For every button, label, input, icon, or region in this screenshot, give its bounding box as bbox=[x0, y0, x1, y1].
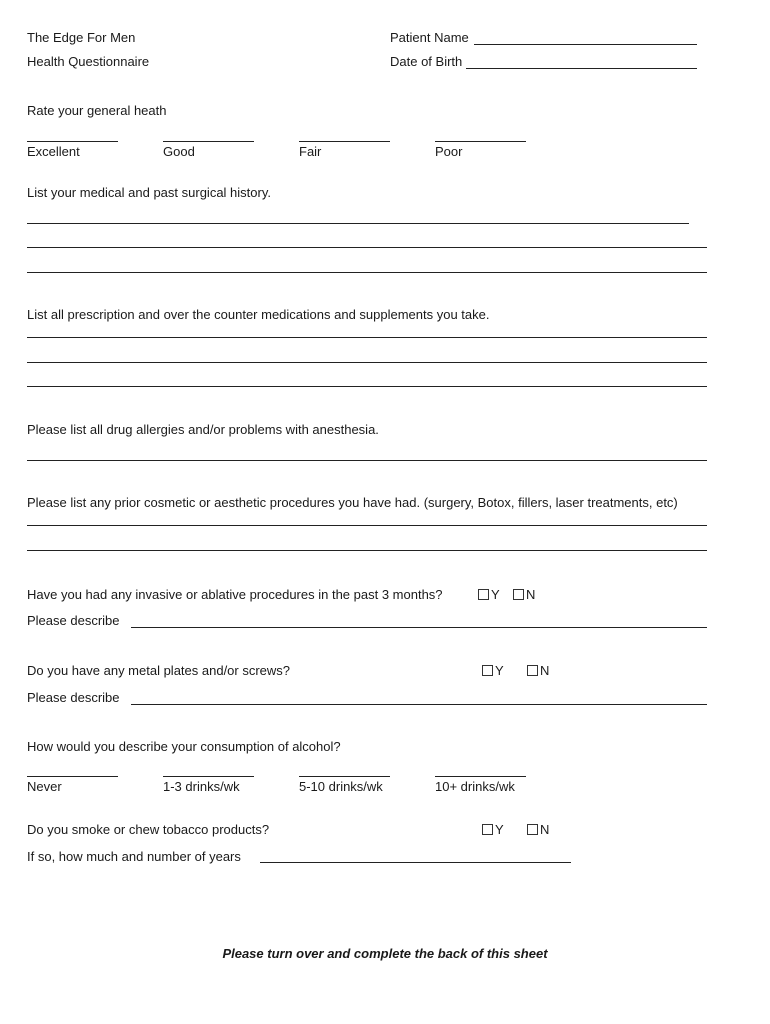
allergies-question: Please list all drug allergies and/or problems with anesthesia. bbox=[27, 422, 379, 437]
medical-history-line-3[interactable] bbox=[27, 272, 707, 273]
alcohol-option-10plus: 10+ drinks/wk bbox=[435, 779, 515, 794]
tobacco-no-checkbox[interactable] bbox=[527, 822, 549, 837]
tobacco-yes-checkbox[interactable] bbox=[482, 822, 504, 837]
medical-history-line-1[interactable] bbox=[27, 223, 689, 224]
medical-history-question: List your medical and past surgical history. bbox=[27, 185, 271, 200]
alcohol-option-5-10: 5-10 drinks/wk bbox=[299, 779, 383, 794]
alcohol-5-10-blank[interactable] bbox=[299, 776, 390, 777]
metal-describe-field[interactable] bbox=[131, 704, 707, 705]
invasive-yes-checkbox[interactable] bbox=[478, 587, 500, 602]
metal-question: Do you have any metal plates and/or screws? bbox=[27, 663, 291, 678]
medications-question: List all prescription and over the counter medications and supplements you take. bbox=[27, 307, 490, 322]
clinic-name: The Edge For Men bbox=[27, 30, 136, 45]
medications-line-1[interactable] bbox=[27, 337, 707, 338]
health-option-excellent: Excellent bbox=[27, 144, 80, 159]
footer-note: Please turn over and complete the back of this sheet bbox=[222, 946, 548, 961]
health-excellent-blank[interactable] bbox=[27, 141, 118, 142]
health-option-poor: Poor bbox=[435, 144, 463, 159]
alcohol-option-never: Never bbox=[27, 779, 62, 794]
general-health-question: Rate your general heath bbox=[27, 103, 167, 118]
metal-no-label: N bbox=[540, 663, 550, 678]
health-option-fair: Fair bbox=[299, 144, 322, 159]
dob-label: Date of Birth bbox=[390, 54, 463, 69]
checkbox-icon bbox=[527, 665, 538, 676]
cosmetic-line-1[interactable] bbox=[27, 525, 707, 526]
metal-yes-checkbox[interactable] bbox=[482, 663, 504, 678]
invasive-yes-label: Y bbox=[491, 587, 500, 602]
tobacco-no-label: N bbox=[540, 822, 550, 837]
health-poor-blank[interactable] bbox=[435, 141, 526, 142]
alcohol-question: How would you describe your consumption of alcohol? bbox=[27, 739, 341, 754]
alcohol-10plus-blank[interactable] bbox=[435, 776, 526, 777]
alcohol-never-blank[interactable] bbox=[27, 776, 118, 777]
medications-line-2[interactable] bbox=[27, 362, 707, 363]
invasive-describe-label: Please describe bbox=[27, 613, 120, 628]
medical-history-line-2[interactable] bbox=[27, 247, 707, 248]
patient-name-field[interactable] bbox=[474, 44, 697, 45]
cosmetic-line-2[interactable] bbox=[27, 550, 707, 551]
health-fair-blank[interactable] bbox=[299, 141, 390, 142]
medications-line-3[interactable] bbox=[27, 386, 707, 387]
health-good-blank[interactable] bbox=[163, 141, 254, 142]
invasive-no-checkbox[interactable] bbox=[513, 587, 535, 602]
metal-no-checkbox[interactable] bbox=[527, 663, 549, 678]
checkbox-icon bbox=[482, 665, 493, 676]
alcohol-option-1-3: 1-3 drinks/wk bbox=[163, 779, 240, 794]
invasive-no-label: N bbox=[526, 587, 536, 602]
patient-name-label: Patient Name bbox=[390, 30, 469, 45]
form-title: Health Questionnaire bbox=[27, 54, 150, 69]
checkbox-icon bbox=[482, 824, 493, 835]
checkbox-icon bbox=[478, 589, 489, 600]
tobacco-amount-label: If so, how much and number of years bbox=[27, 849, 241, 864]
allergies-line-1[interactable] bbox=[27, 460, 707, 461]
tobacco-amount-field[interactable] bbox=[260, 862, 571, 863]
metal-yes-label: Y bbox=[495, 663, 504, 678]
tobacco-yes-label: Y bbox=[495, 822, 504, 837]
checkbox-icon bbox=[513, 589, 524, 600]
cosmetic-question: Please list any prior cosmetic or aesthetic procedures you have had. (surgery, Botox, fillers, laser treatments, etc) bbox=[27, 495, 678, 510]
metal-describe-label: Please describe bbox=[27, 690, 120, 705]
invasive-question: Have you had any invasive or ablative procedures in the past 3 months? bbox=[27, 587, 443, 602]
alcohol-1-3-blank[interactable] bbox=[163, 776, 254, 777]
invasive-describe-field[interactable] bbox=[131, 627, 707, 628]
checkbox-icon bbox=[527, 824, 538, 835]
tobacco-question: Do you smoke or chew tobacco products? bbox=[27, 822, 270, 837]
health-option-good: Good bbox=[163, 144, 195, 159]
dob-field[interactable] bbox=[466, 68, 697, 69]
